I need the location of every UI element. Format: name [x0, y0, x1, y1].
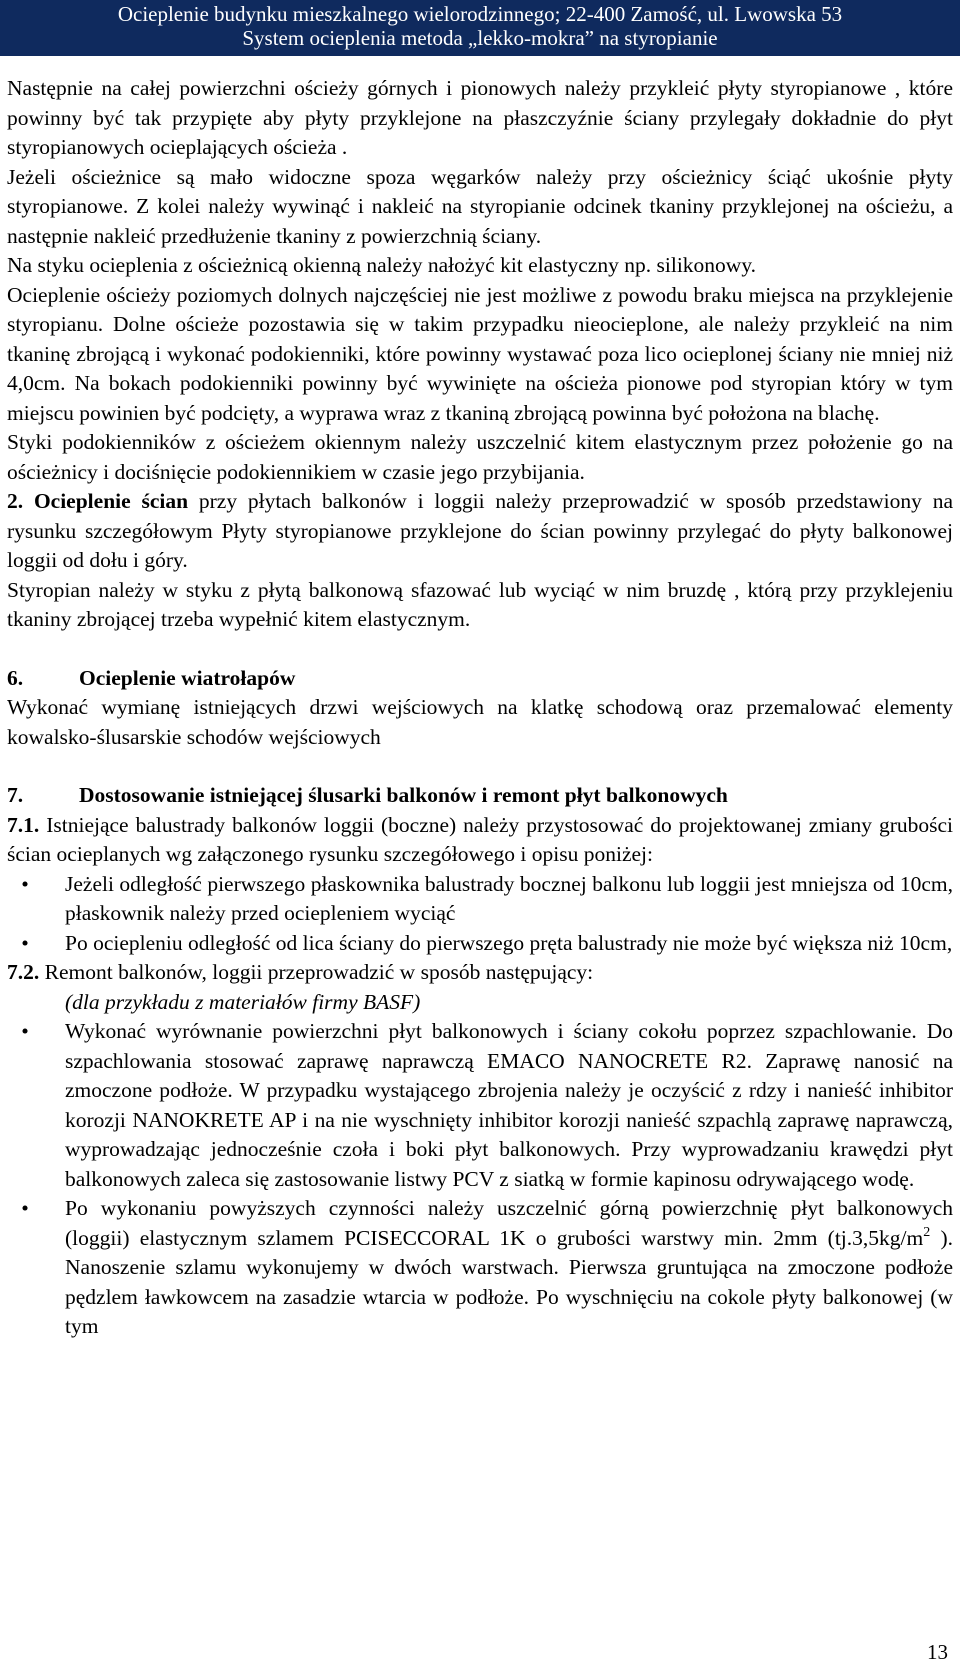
italic-note: (dla przykładu z materiałów firmy BASF)	[65, 989, 421, 1014]
list-item-text: ). Nanoszenie szlamu wykonujemy w dwóch warstwach. Pierwsza gruntująca na zmoczone podłoże pędzlem ławkowcem na zasadzie wtarcia w podłoże. Po wyschnięciu na cokole płyty balkonowej (w tym	[65, 1225, 953, 1338]
spacer	[7, 635, 953, 664]
paragraph-text: przy płytach balkonów i loggii należy przeprowadzić w sposób przedstawiony na rysunku szczegółowym Płyty styropianowe przyklejone do ścian powinny przylegać do płyty balkonowej loggii od dołu i góry.	[7, 489, 953, 572]
list-item-text: Jeżeli odległość pierwszego płaskownika balustrady bocznej balkonu lub loggii jest mniejsza od 10cm, płaskownik należy przed ociepleniem wyciąć	[65, 871, 953, 925]
bullet-icon: •	[21, 930, 29, 955]
list-item	[7, 929, 953, 959]
bullet-icon: •	[21, 871, 29, 896]
header-line-1: Ocieplenie budynku mieszkalnego wielorodzinnego; 22-400 Zamość, ul. Lwowska 53	[117, 2, 843, 26]
list-item-text: Po ociepleniu odległość od lica ściany do pierwszego pręta balustrady nie może być większa niż 10cm,	[65, 930, 953, 955]
bullet-icon: •	[21, 1196, 29, 1220]
paragraph: Jeżeli ościeżnice są mało widoczne spoza węgarków należy przy ościeżnicy ściąć ukośnie płyty styropianowe. Z kolei należy wywinąć i nakleić na styropianie odcinek tkaniny przyklejonej na ościeżu, a następnie nakleić przedłużenie tkaniny z powierzchnią ściany.	[7, 164, 953, 248]
superscript: 2	[923, 1224, 931, 1240]
paragraph	[7, 811, 953, 870]
paragraph-number: 2.	[7, 489, 24, 513]
list-item	[7, 1194, 953, 1342]
paragraph-text: Remont balkonów, loggii przeprowadzić w sposób następujący:	[39, 960, 594, 984]
section-heading-7	[7, 781, 953, 811]
list-item-text: Wykonać wyrównanie powierzchni płyt balkonowych i ściany cokołu poprzez szpachlowanie. Do szpachlowania stosować zaprawę naprawczą EMACO NANOCRETE R2. Zaprawę nanosić na zmoczone podłoże. W przypadku wystającego zbrojenia należy je oczyścić z rdzy i nanieść inhibitor korozji NANOKRETE AP i na nie wyschnięty inhibitor korozji nanieść szpachlą zaprawę naprawczą, wyprowadzając jednocześnie czoła i boki płyt balkonowych. Przy wyprowadzaniu krawędzi płyt balkonowych zaleca się zastosowanie listwy PCV z siatką w formie kapinosu odrywającego wodę.	[65, 1019, 953, 1191]
bullet-icon: •	[21, 1019, 29, 1043]
subsection-number: 7.1.	[7, 812, 40, 837]
paragraph: Na styku ocieplenia z ościeżnicą okienną należy nałożyć kit elastyczny np. silikonowy.	[7, 253, 757, 277]
section-title: Dostosowanie istniejącej ślusarki balkonów i remont płyt balkonowych	[79, 783, 728, 807]
paragraph	[7, 958, 953, 988]
paragraph: Następnie na całej powierzchni ościeży górnych i pionowych należy przykleić płyty styropianowe , które powinny być tak przypięte aby płyty przyklejone na płaszczyźnie ściany przylegały dokładnie do płyt styropianowych ocieplających ościeża .	[7, 76, 953, 159]
bullet-list	[7, 870, 953, 959]
bullet-list	[7, 1017, 953, 1342]
page-header	[0, 0, 960, 56]
section-title: Ocieplenie wiatrołapów	[79, 665, 296, 690]
section-heading-6	[7, 664, 953, 694]
document-body	[7, 74, 953, 1342]
spacer	[7, 752, 953, 781]
paragraph: Styki podokienników z ościeżem okiennym należy uszczelnić kitem elastycznym przez położenie go na ościeżnicy i dociśnięcie podokiennikiem w czasie jego przybijania.	[7, 430, 953, 484]
header-line-2: System ocieplenia metoda „lekko-mokra” na styropianie	[242, 26, 718, 50]
list-item	[7, 870, 953, 929]
paragraph: Wykonać wymianę istniejących drzwi wejściowych na klatkę schodową oraz przemalować elementy kowalsko-ślusarskie schodów wejściowych	[7, 695, 953, 749]
paragraph: Styropian należy w styku z płytą balkonową sfazować lub wyciąć w nim bruzdę , którą przy przyklejeniu tkaniny zbrojącej trzeba wypełnić kitem elastycznym.	[7, 577, 953, 631]
paragraph	[7, 487, 953, 576]
list-item-text: Po wykonaniu powyższych czynności należy uszczelnić górną powierzchnię płyt balkonowych (loggii) elastycznym szlamem PCISECCORAL 1K o grubości warstwy min. 2mm (tj.3,5kg/m	[65, 1196, 953, 1250]
section-number: 7.	[7, 783, 24, 807]
list-item	[7, 1017, 953, 1194]
paragraph: Ocieplenie ościeży poziomych dolnych najczęściej nie jest możliwe z powodu braku miejsca na przyklejenie styropianu. Dolne ościeże pozostawia się w takim przypadku nieocieplone, ale należy przykleić na nim tkaninę zbrojącą i wykonać podokienniki, które powinny wystawać poza lico ocieplonej ściany nie mniej niż 4,0cm. Na bokach podokienniki powinny być wywinięte na ościeża pionowe pod styropian który w tym miejscu powinien być podcięty, a wyprawa wraz z tkaniną zbrojącą powinna być położona na blachę.	[7, 282, 953, 425]
page-number: 13	[927, 1640, 948, 1664]
section-number: 6.	[7, 665, 24, 690]
subsection-number: 7.2.	[7, 960, 40, 984]
paragraph-text: Istniejące balustrady balkonów loggii (boczne) należy przystosować do projektowanej zmiany grubości ścian ocieplanych wg załączonego rysunku szczegółowego i opisu poniżej:	[7, 812, 953, 866]
paragraph-bold-lead: Ocieplenie ścian	[33, 489, 189, 513]
